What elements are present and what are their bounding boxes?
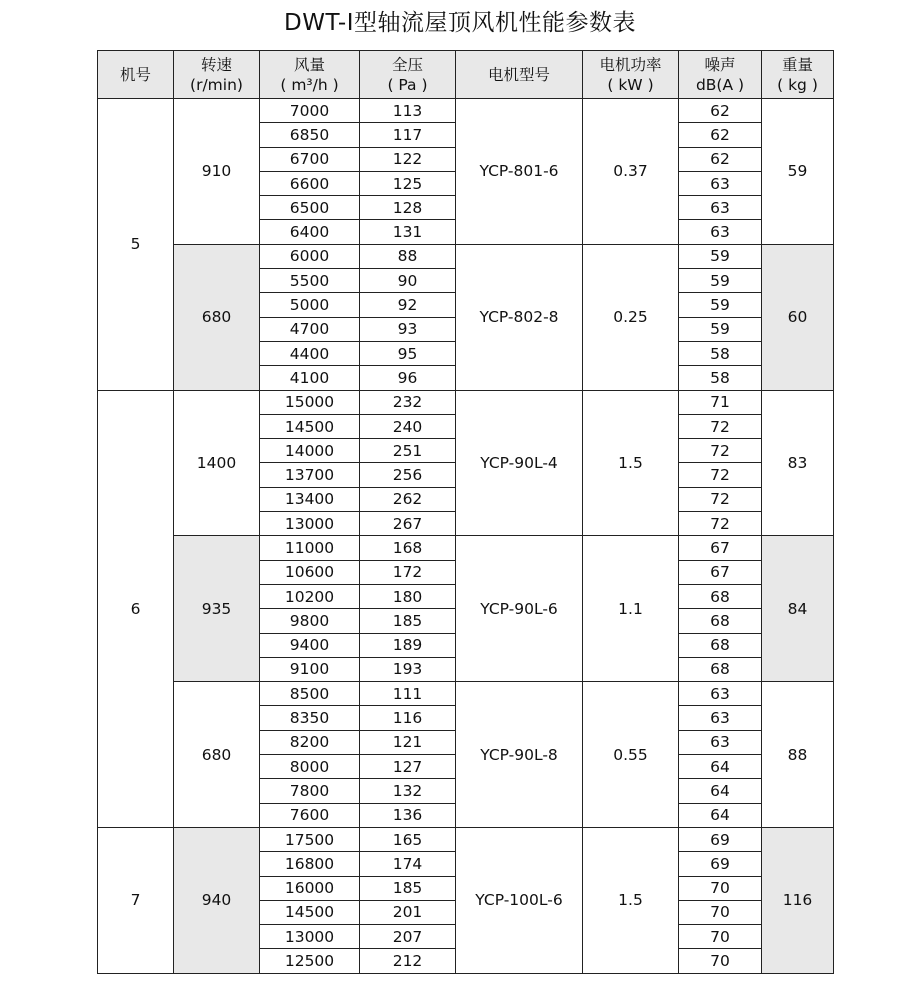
pressure-cell: 193 [360, 657, 456, 681]
noise-cell: 63 [679, 171, 762, 195]
noise-cell: 67 [679, 536, 762, 560]
flow-cell: 6000 [260, 244, 360, 268]
flow-cell: 9400 [260, 633, 360, 657]
power-cell: 0.37 [583, 99, 679, 245]
pressure-cell: 116 [360, 706, 456, 730]
header-power-label: 电机功率 [599, 55, 662, 74]
weight-cell: 59 [762, 99, 834, 245]
pressure-cell: 256 [360, 463, 456, 487]
noise-cell: 64 [679, 803, 762, 827]
header-speed-label: 转速 [200, 55, 232, 74]
flow-cell: 16000 [260, 876, 360, 900]
weight-cell: 83 [762, 390, 834, 536]
flow-cell: 8000 [260, 755, 360, 779]
header-motor-model [456, 51, 583, 99]
noise-cell: 72 [679, 414, 762, 438]
speed-cell: 940 [174, 827, 260, 973]
flow-cell: 4400 [260, 341, 360, 365]
flow-cell: 4700 [260, 317, 360, 341]
flow-cell: 13000 [260, 512, 360, 536]
pressure-cell: 88 [360, 244, 456, 268]
noise-cell: 72 [679, 487, 762, 511]
header-flow-unit: ( m³/h ) [280, 75, 339, 94]
machine-number-cell: 7 [98, 827, 174, 973]
noise-cell: 58 [679, 366, 762, 390]
motor-model-cell: YCP-90L-4 [456, 390, 583, 536]
pressure-cell: 232 [360, 390, 456, 414]
pressure-cell: 262 [360, 487, 456, 511]
table-row [98, 99, 834, 123]
performance-table [97, 50, 834, 974]
noise-cell: 63 [679, 220, 762, 244]
noise-cell: 68 [679, 584, 762, 608]
pressure-cell: 185 [360, 876, 456, 900]
noise-cell: 68 [679, 657, 762, 681]
pressure-cell: 122 [360, 147, 456, 171]
header-pressure-unit: ( Pa ) [387, 75, 428, 94]
pressure-cell: 96 [360, 366, 456, 390]
weight-cell: 60 [762, 244, 834, 390]
flow-cell: 11000 [260, 536, 360, 560]
table-body [98, 99, 834, 974]
pressure-cell: 90 [360, 269, 456, 293]
noise-cell: 69 [679, 852, 762, 876]
pressure-cell: 128 [360, 196, 456, 220]
pressure-cell: 212 [360, 949, 456, 973]
pressure-cell: 132 [360, 779, 456, 803]
pressure-cell: 136 [360, 803, 456, 827]
header-motor-model-label: 电机型号 [487, 65, 550, 84]
flow-cell: 6700 [260, 147, 360, 171]
flow-cell: 6400 [260, 220, 360, 244]
motor-model-cell: YCP-801-6 [456, 99, 583, 245]
flow-cell: 5000 [260, 293, 360, 317]
pressure-cell: 111 [360, 682, 456, 706]
flow-cell: 9800 [260, 609, 360, 633]
flow-cell: 7800 [260, 779, 360, 803]
pressure-cell: 240 [360, 414, 456, 438]
noise-cell: 62 [679, 147, 762, 171]
motor-model-cell: YCP-100L-6 [456, 827, 583, 973]
pressure-cell: 131 [360, 220, 456, 244]
power-cell: 0.25 [583, 244, 679, 390]
noise-cell: 64 [679, 779, 762, 803]
flow-cell: 17500 [260, 827, 360, 851]
header-power-unit: ( kW ) [607, 75, 654, 94]
motor-model-cell: YCP-802-8 [456, 244, 583, 390]
noise-cell: 63 [679, 706, 762, 730]
header-speed [174, 51, 260, 99]
flow-cell: 8350 [260, 706, 360, 730]
noise-cell: 67 [679, 560, 762, 584]
header-noise-unit: dB(A ) [695, 75, 745, 94]
pressure-cell: 174 [360, 852, 456, 876]
power-cell: 1.5 [583, 827, 679, 973]
table-row [98, 244, 834, 268]
weight-cell: 116 [762, 827, 834, 973]
flow-cell: 10600 [260, 560, 360, 584]
noise-cell: 64 [679, 755, 762, 779]
header-flow [260, 51, 360, 99]
flow-cell: 14000 [260, 439, 360, 463]
power-cell: 1.5 [583, 390, 679, 536]
noise-cell: 69 [679, 827, 762, 851]
pressure-cell: 95 [360, 341, 456, 365]
header-pressure-label: 全压 [391, 55, 423, 74]
pressure-cell: 117 [360, 123, 456, 147]
machine-number-cell: 5 [98, 99, 174, 391]
pressure-cell: 121 [360, 730, 456, 754]
table-title: DWT-I型轴流屋顶风机性能参数表 [284, 10, 636, 36]
noise-cell: 70 [679, 925, 762, 949]
noise-cell: 70 [679, 876, 762, 900]
pressure-cell: 180 [360, 584, 456, 608]
machine-number-cell: 6 [98, 390, 174, 827]
weight-cell: 84 [762, 536, 834, 682]
flow-cell: 9100 [260, 657, 360, 681]
header-weight [762, 51, 834, 99]
power-cell: 0.55 [583, 682, 679, 828]
table-row [98, 682, 834, 706]
pressure-cell: 201 [360, 900, 456, 924]
motor-model-cell: YCP-90L-8 [456, 682, 583, 828]
weight-cell: 88 [762, 682, 834, 828]
flow-cell: 5500 [260, 269, 360, 293]
pressure-cell: 172 [360, 560, 456, 584]
noise-cell: 59 [679, 293, 762, 317]
speed-cell: 935 [174, 536, 260, 682]
header-power [583, 51, 679, 99]
header-noise-label: 噪声 [704, 55, 736, 74]
flow-cell: 6850 [260, 123, 360, 147]
pressure-cell: 165 [360, 827, 456, 851]
flow-cell: 8500 [260, 682, 360, 706]
table-row [98, 536, 834, 560]
table-row [98, 390, 834, 414]
flow-cell: 14500 [260, 900, 360, 924]
flow-cell: 13000 [260, 925, 360, 949]
noise-cell: 71 [679, 390, 762, 414]
noise-cell: 63 [679, 196, 762, 220]
noise-cell: 59 [679, 269, 762, 293]
pressure-cell: 127 [360, 755, 456, 779]
header-speed-unit: (r/min) [190, 75, 243, 94]
pressure-cell: 267 [360, 512, 456, 536]
noise-cell: 68 [679, 609, 762, 633]
header-jihao-label: 机号 [119, 65, 151, 84]
table-row [98, 827, 834, 851]
flow-cell: 14500 [260, 414, 360, 438]
noise-cell: 70 [679, 900, 762, 924]
noise-cell: 59 [679, 317, 762, 341]
pressure-cell: 92 [360, 293, 456, 317]
flow-cell: 6500 [260, 196, 360, 220]
noise-cell: 70 [679, 949, 762, 973]
header-flow-label: 风量 [293, 55, 325, 74]
pressure-cell: 189 [360, 633, 456, 657]
pressure-cell: 113 [360, 99, 456, 123]
pressure-cell: 185 [360, 609, 456, 633]
power-cell: 1.1 [583, 536, 679, 682]
noise-cell: 72 [679, 439, 762, 463]
flow-cell: 7600 [260, 803, 360, 827]
flow-cell: 16800 [260, 852, 360, 876]
header-weight-unit: ( kg ) [777, 75, 818, 94]
noise-cell: 59 [679, 244, 762, 268]
noise-cell: 63 [679, 730, 762, 754]
flow-cell: 4100 [260, 366, 360, 390]
pressure-cell: 168 [360, 536, 456, 560]
header-row [98, 51, 834, 99]
pressure-cell: 207 [360, 925, 456, 949]
flow-cell: 12500 [260, 949, 360, 973]
speed-cell: 910 [174, 99, 260, 245]
noise-cell: 62 [679, 99, 762, 123]
noise-cell: 62 [679, 123, 762, 147]
noise-cell: 58 [679, 341, 762, 365]
pressure-cell: 251 [360, 439, 456, 463]
noise-cell: 72 [679, 512, 762, 536]
flow-cell: 13400 [260, 487, 360, 511]
flow-cell: 7000 [260, 99, 360, 123]
flow-cell: 15000 [260, 390, 360, 414]
noise-cell: 68 [679, 633, 762, 657]
header-weight-label: 重量 [781, 55, 813, 74]
flow-cell: 10200 [260, 584, 360, 608]
flow-cell: 8200 [260, 730, 360, 754]
noise-cell: 72 [679, 463, 762, 487]
header-noise [679, 51, 762, 99]
motor-model-cell: YCP-90L-6 [456, 536, 583, 682]
header-pressure [360, 51, 456, 99]
speed-cell: 1400 [174, 390, 260, 536]
pressure-cell: 93 [360, 317, 456, 341]
noise-cell: 63 [679, 682, 762, 706]
speed-cell: 680 [174, 244, 260, 390]
header-jihao [98, 51, 174, 99]
flow-cell: 6600 [260, 171, 360, 195]
flow-cell: 13700 [260, 463, 360, 487]
pressure-cell: 125 [360, 171, 456, 195]
speed-cell: 680 [174, 682, 260, 828]
